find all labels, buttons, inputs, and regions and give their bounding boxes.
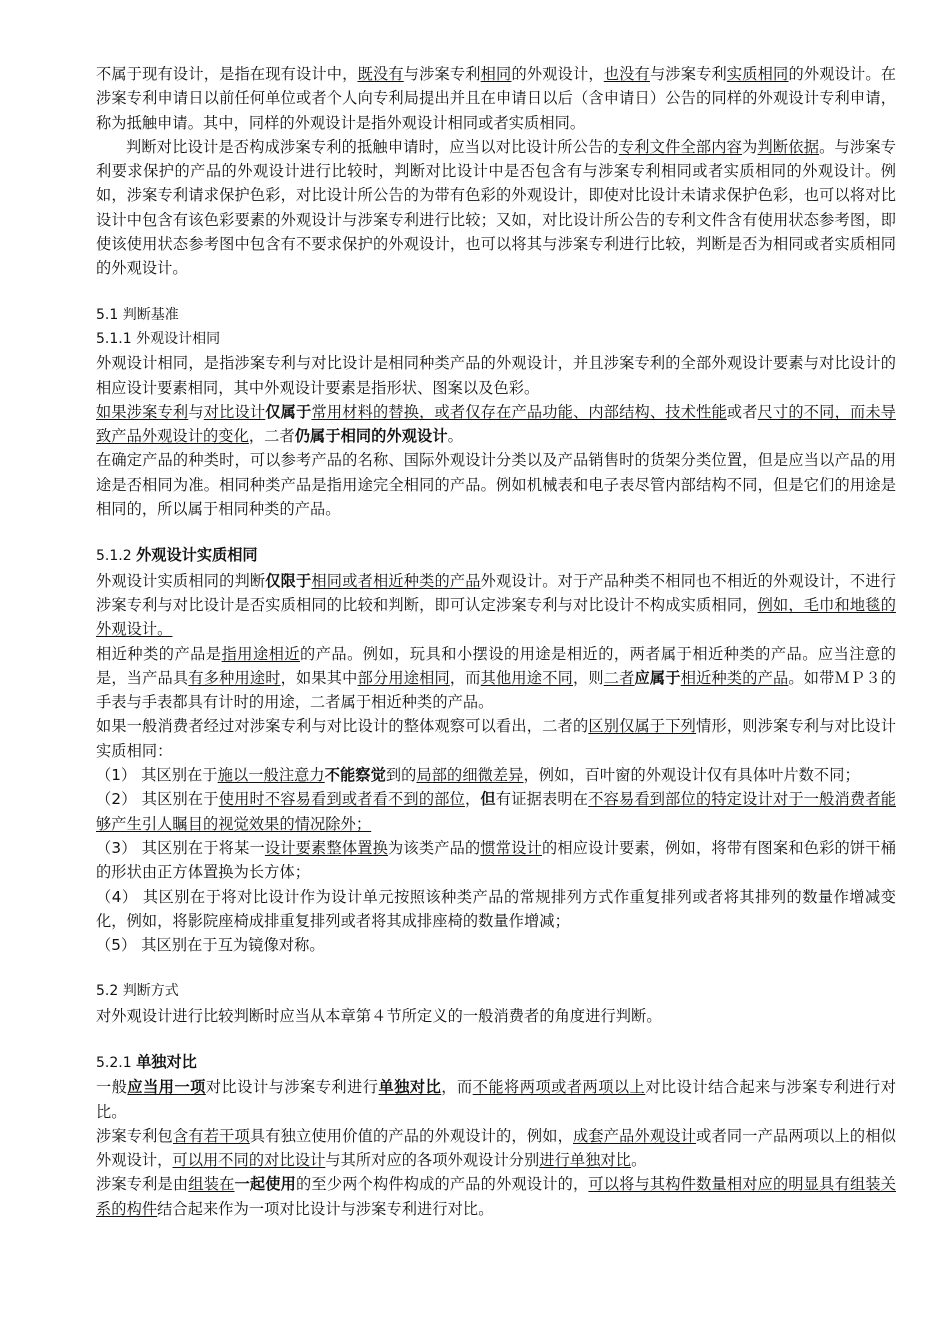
bold-underlined-run: 应当用一项: [127, 1078, 206, 1097]
text-run: 结合起来作为一项对比设计与涉案专利进行对比。: [157, 1199, 494, 1218]
paragraph-assembled-components: [96, 1172, 896, 1221]
underlined-run: 相近种类的产品: [680, 668, 789, 687]
underlined-run: 可以用不同的对比设计: [172, 1151, 326, 1170]
paragraph-conflicting-application: [96, 135, 896, 281]
text-run: 与其所对应的各项外观设计分别: [325, 1151, 540, 1170]
text-run: 如果一般消费者经过对涉案专利与对比设计的整体观察可以看出，二者的: [96, 717, 589, 736]
text-run: 的外观设计，: [511, 65, 604, 83]
bold-underlined-run: 单独对比: [378, 1078, 442, 1097]
heading-5-1: 5.1 判断基准: [96, 306, 179, 323]
heading-5-1-2: [96, 543, 896, 568]
text-run: 有证据表明在: [495, 790, 589, 809]
heading-5-2-1: [96, 1050, 896, 1075]
heading-title: 单独对比: [136, 1052, 197, 1071]
underlined-run: 常用材料的替换，或者仅存在产品功能、内部结构、技术性能: [311, 402, 727, 421]
heading-title: 外观设计实质相同: [136, 546, 258, 565]
text-run: 涉案专利包: [96, 1126, 173, 1145]
paragraph-prior-design: [96, 62, 896, 135]
text-run: 或者: [726, 402, 758, 421]
underlined-run: 部分用途相同: [357, 668, 450, 687]
list-item-1: [96, 763, 896, 787]
text-run: （2） 其区别在于: [96, 790, 219, 809]
bold-run: 应属于: [634, 668, 681, 687]
heading-number: 5.1.2: [96, 548, 137, 565]
underlined-run: 既没有: [357, 65, 404, 83]
text-run: 涉案专利是由: [96, 1175, 189, 1194]
bold-run: 仅限于: [265, 571, 312, 590]
heading-5-2: 5.2 判断方式: [96, 983, 179, 1000]
underlined-run: 专利文件全部内容: [618, 137, 743, 156]
list-item-4: （4） 其区别在于将对比设计作为设计单元按照该种类产品的常规排列方式作重复排列或者将其排列的数量作增减变化，例如，将影院座椅成排重复排列或者将其成排座椅的数量作增减；: [96, 887, 896, 930]
text-run: 与涉案专利: [403, 65, 481, 83]
underlined-run: 含有若干项: [172, 1126, 250, 1145]
text-run: ，: [465, 790, 481, 809]
heading-number: 5.2.1: [96, 1054, 137, 1071]
text-run: 判断对比设计是否构成涉案专利的抵触申请时，应当以对比设计所公告的: [126, 137, 619, 156]
paragraph-substantial-identity: [96, 569, 896, 642]
underlined-run: 相同: [480, 65, 512, 83]
paragraph-judgment-perspective: 对外观设计进行比较判断时应当从本章第４节所定义的一般消费者的角度进行判断。: [96, 1006, 662, 1025]
text-run: 的至少两个构件构成的产品的外观设计的，: [296, 1175, 589, 1194]
text-run: （1） 其区别在于: [96, 766, 218, 785]
bold-run: 仍属于相同的外观设计: [294, 427, 448, 446]
text-run: 具有独立使用价值的产品的外观设计的，例如，: [249, 1126, 573, 1145]
text-run: ，则: [572, 668, 604, 687]
text-run: 与涉案专利: [649, 65, 727, 83]
underlined-run: 区别仅属于下列: [588, 717, 697, 736]
underlined-run: 也没有: [603, 65, 650, 83]
bold-run: 但: [480, 790, 496, 809]
text-run: 的产品。例如，玩具和小摆设的用途是相近的，两者属于相近种类的产品。应当注意的是，当产品具: [96, 644, 896, 687]
underlined-run: 其他用途不同: [480, 668, 573, 687]
underlined-run: 不容易看到部位的特定设计对于一般消费者能够产生引人瞩目的视觉效果的情况除外；: [96, 790, 897, 833]
text-run: 。如带ＭＰ３的手表与手表都具有计时的用途，二者属于相近种类的产品。: [96, 668, 896, 712]
text-run: ，而: [449, 668, 481, 687]
text-run: 对比设计结合起来与涉案专利进行对比。: [96, 1078, 897, 1121]
text-run: 的外观设计。在涉案专利申请日以前任何单位或者个人向专利局提出并且在申请日以后（含申请日）公告的同样的外观设计专利申请，称为抵触申请。其中，同样的外观设计是指外观设计相同或者实质相同。: [96, 65, 897, 132]
underlined-run: 惯常设计: [480, 838, 542, 857]
text-run: 外观设计实质相同的判断: [96, 571, 266, 590]
paragraph-similar-products: [96, 642, 896, 715]
heading-5-1-1: 5.1.1 外观设计相同: [96, 330, 221, 347]
text-run: ，例如，百叶窗的外观设计仅有具体叶片数不同；: [523, 766, 860, 785]
text-run: 相近种类的产品是: [96, 644, 222, 663]
underlined-run: 施以一般注意力: [217, 766, 325, 785]
underlined-run: 组装在: [188, 1175, 235, 1194]
list-item-3: [96, 836, 896, 885]
underlined-run: 如果涉案专利: [96, 402, 189, 421]
text-run: 的相应设计要素，例如，将带有图案和色彩的饼干桶的形状由正方体置换为长方体；: [96, 838, 896, 882]
underlined-run: 例如，毛巾和地毯的外观设计。: [96, 595, 896, 639]
paragraph-following-cases: [96, 714, 896, 763]
text-run: 与: [188, 402, 204, 421]
underlined-run: 设计要素整体置换: [264, 838, 389, 857]
paragraph-multiple-designs: [96, 1124, 896, 1173]
text-run: 为: [742, 137, 758, 156]
underlined-run: 局部的细微差异: [416, 766, 524, 785]
text-run: 情形，则涉案专利与对比设计实质相同：: [96, 717, 896, 760]
underlined-run: 不能将两项或者两项以上: [472, 1078, 646, 1097]
underlined-run: 有多种用途时: [188, 668, 281, 687]
text-run: 。: [447, 427, 463, 446]
text-run: （3） 其区别在于将某一: [96, 838, 265, 857]
text-run: 或者同一产品两项以上的相似外观设计，: [96, 1126, 896, 1170]
text-run: 不属于现有设计，是指在现有设计中，: [96, 65, 358, 83]
underlined-run: 相同或者相近种类的产品: [311, 571, 481, 590]
paragraph-still-identical: [96, 400, 896, 449]
bold-run: 仅属于: [265, 402, 312, 421]
text-run: 一般: [96, 1078, 128, 1097]
underlined-run: 尺寸的不同，而未导致产品外观设计的变化: [96, 402, 897, 446]
underlined-run: 二者: [603, 668, 635, 687]
list-item-5: （5） 其区别在于互为镜像对称。: [96, 936, 325, 955]
underlined-run: 指用途相近: [221, 644, 301, 663]
underlined-run: 使用时不容易看到或者看不到的部位: [218, 790, 466, 809]
underlined-run: 可以将与其构件数量相对应的明显具有组装关系的构件: [96, 1175, 897, 1218]
text-run: 为该类产品的: [388, 838, 481, 857]
underlined-run: 成套产品外观设计: [572, 1126, 697, 1145]
text-run: 外观设计。对于产品种类不相同也不相近的外观设计，不进行涉案专利与对比设计是否实质相同的比较和判断，即可认定涉案专利与对比设计不构成实质相同，: [96, 571, 896, 614]
paragraph-single-comparison: [96, 1075, 896, 1124]
text-run: ，而: [441, 1078, 473, 1097]
text-run: 。: [631, 1151, 647, 1170]
text-run: 到的: [385, 766, 417, 785]
text-run: ，二者: [248, 427, 295, 446]
bold-run: 不能察觉: [324, 766, 386, 785]
underlined-run: 进行单独对比: [539, 1151, 632, 1170]
bold-run: 一起使用: [234, 1175, 297, 1194]
list-item-2: [96, 787, 896, 836]
document-body: [96, 62, 896, 1221]
text-run: ，如果其中: [280, 668, 358, 687]
text-run: 对比设计与涉案专利进行: [205, 1078, 379, 1097]
underlined-run: 实质相同: [726, 65, 789, 83]
underlined-run: 判断依据: [757, 137, 820, 156]
underlined-run: 对比设计: [203, 402, 266, 421]
paragraph-identical-design: 外观设计相同，是指涉案专利与对比设计是相同种类产品的外观设计，并且涉案专利的全部外观设计要素与对比设计的相应设计要素相同，其中外观设计要素是指形状、图案以及色彩。: [96, 354, 896, 397]
text-run: 。与涉案专利要求保护的产品的外观设计进行比较时，判断对比设计中是否包含有与涉案专利相同或者实质相同的外观设计。例如，涉案专利请求保护色彩，对比设计所公告的为带有色彩的外观设计，即使对比设计未请求保护色彩，也可以将对比设计中包含有该色彩要素的外观设计与涉案专利进行比较；又如，对比设计所公告的专利文件含有使用状态参考图，即使该使用状态参考图中包含有不要求保护的外观设计，也可以将其与涉案专利进行比较，判断是否为相同或者实质相同的外观设计。: [96, 137, 896, 278]
paragraph-product-type: 在确定产品的种类时，可以参考产品的名称、国际外观设计分类以及产品销售时的货架分类位置，但是应当以产品的用途是否相同为准。相同种类产品是指用途完全相同的产品。例如机械表和电子表尽管内部结构不同，但是它们的用途是相同的，所以属于相同种类的产品。: [96, 451, 896, 519]
